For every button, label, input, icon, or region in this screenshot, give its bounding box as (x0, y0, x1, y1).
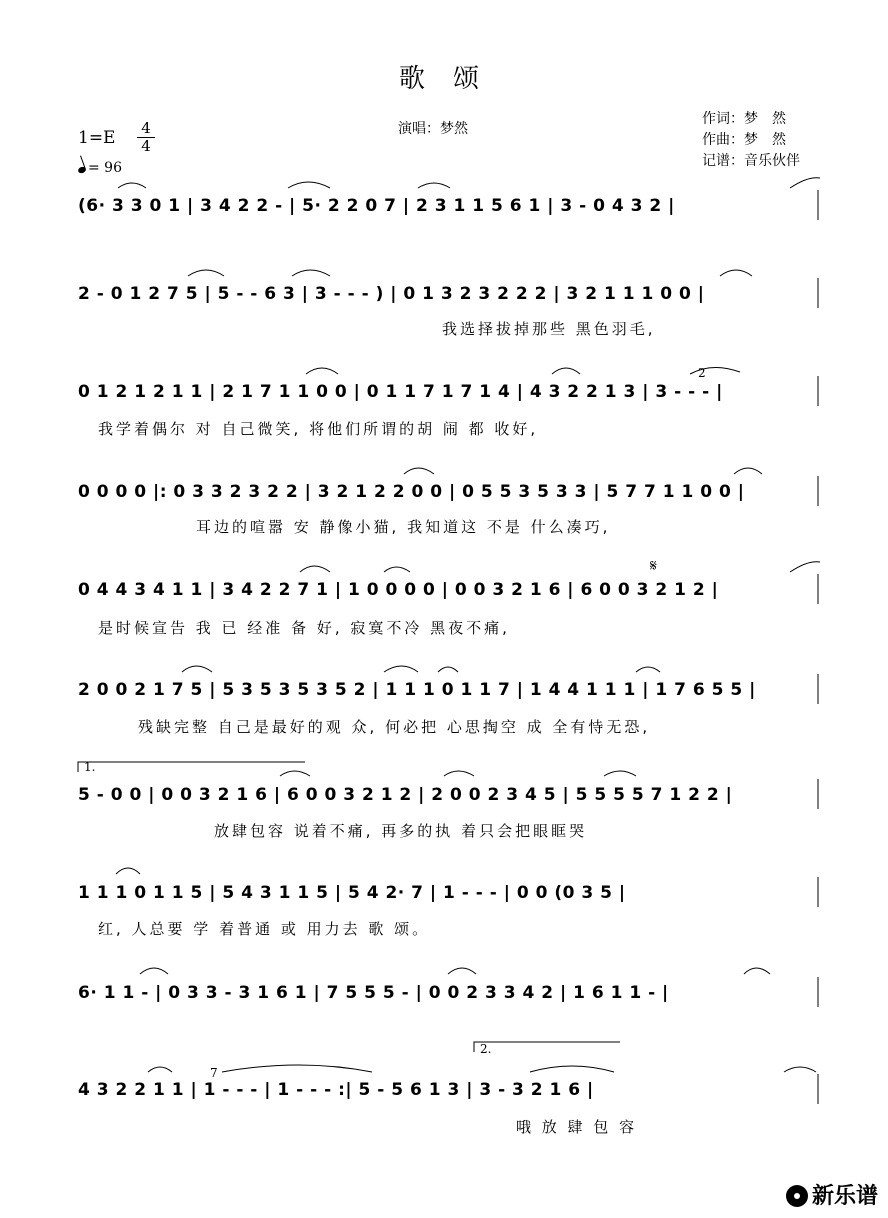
slur (384, 666, 418, 672)
slur (744, 968, 770, 974)
slur (140, 968, 168, 974)
singer-credit: 演唱：梦然 (398, 121, 468, 137)
system-1-notes: (6· 3 3 0 1 | 3 4 2 2 - | 5· 2 2 0 7 | 2 3 1 1 5 6 1 | 3 - 0 4 3 2 | (78, 196, 675, 216)
ending-1-label: 1. (84, 760, 96, 774)
tempo-value: = 96 (88, 160, 122, 176)
system-5-lyrics: 是时候宣告 我 已 经准 备 好, 寂寞不冷 黑夜不痛, (98, 619, 510, 637)
slur (438, 667, 458, 672)
slur (182, 666, 212, 672)
key-signature: 1=E (78, 128, 116, 148)
slur (384, 567, 410, 572)
slur (734, 468, 762, 474)
system-9-notes: 6· 1 1 - | 0 3 3 - 3 1 6 1 | 7 5 5 5 - | 0 0 2 3 3 4 2 | 1 6 1 1 - | (78, 983, 669, 1003)
slur (288, 182, 330, 188)
lyricist-credit: 作词：梦 然 (702, 111, 786, 127)
transcriber-credit: 记谱：音乐伙伴 (702, 153, 800, 169)
slur (222, 1065, 372, 1072)
system-3-lyrics: 我学着偶尔 对 自己微笑, 将他们所谓的胡 闹 都 收好, (98, 420, 539, 438)
slur (444, 771, 474, 776)
slur (404, 468, 434, 474)
song-title: 歌 颂 (398, 64, 490, 94)
slur (118, 183, 146, 188)
slur (790, 562, 820, 572)
meter-top: 4 (137, 120, 155, 138)
composer-credit: 作曲：梦 然 (702, 132, 786, 148)
meter-bottom: 4 (141, 137, 151, 155)
slur (306, 368, 338, 374)
slur (292, 270, 330, 276)
slur (280, 771, 310, 776)
slur (604, 771, 636, 776)
segno-icon: 𝄋 (650, 556, 657, 575)
system-6-lyrics: 残缺完整 自己是最好的观 众, 何必把 心思掏空 成 全有恃无恐, (138, 718, 651, 736)
system-6-notes: 2 0 0 2 1 7 5 | 5 3 5 3 5 3 5 2 | 1 1 1 0 1 1 7 | 1 4 4 1 1 1 | 1 7 6 5 5 | (78, 680, 756, 700)
slur (116, 868, 140, 874)
system-7-lyrics: 放肆包容 说着不痛, 再多的执 着只会把眼眶哭 (214, 822, 588, 840)
slur (530, 1066, 614, 1072)
ending-2-label: 2. (480, 1042, 492, 1056)
system-4-notes: 0 0 0 0 |: 0 3 3 2 3 2 2 | 3 2 1 2 2 0 0 | 0 5 5 3 5 3 3 | 5 7 7 1 1 0 0 | (78, 482, 745, 502)
ending-1-bracket (78, 762, 305, 772)
slur (690, 367, 740, 374)
grace-note-2: 2 (698, 366, 706, 380)
slur (720, 270, 752, 276)
logo-text: 新乐谱 (811, 1184, 878, 1209)
system-3-notes: 0 1 2 1 2 1 1 | 2 1 7 1 1 0 0 | 0 1 1 7 1 7 1 4 | 4 3 2 2 1 3 | 3 - - - | (78, 382, 723, 402)
slur (448, 968, 476, 974)
system-2-lyrics: 我选择拔掉那些 黑色羽毛, (442, 320, 656, 338)
system-10-lyrics: 哦 放 肆 包 容 (516, 1118, 638, 1136)
system-8-lyrics: 红, 人总要 学 着普通 或 用力去 歌 颂。 (98, 920, 431, 938)
ending-2-bracket (474, 1042, 620, 1052)
system-5-notes: 0 4 4 3 4 1 1 | 3 4 2 2 7 1 | 1 0 0 0 0 | 0 0 3 2 1 6 | 6 0 0 3 2 1 2 | (78, 580, 719, 600)
slur (418, 183, 450, 188)
slur (148, 1067, 172, 1072)
site-logo (786, 1179, 878, 1210)
slur (552, 368, 580, 374)
slur (300, 566, 330, 572)
system-2-notes: 2 - 0 1 2 7 5 | 5 - - 6 3 | 3 - - - ) | 0 1 3 2 3 2 2 2 | 3 2 1 1 1 0 0 | (78, 284, 705, 304)
slur (188, 270, 224, 276)
system-7-notes: 5 - 0 0 | 0 0 3 2 1 6 | 6 0 0 3 2 1 2 | 2 0 0 2 3 4 5 | 5 5 5 5 7 1 2 2 | (78, 785, 733, 805)
system-10-notes: 4 3 2 2 1 1 | 1 - - - | 1 - - - :| 5 - 5 6 1 3 | 3 - 3 2 1 6 | (78, 1080, 594, 1100)
slur (636, 667, 660, 672)
slur (790, 178, 820, 188)
system-8-notes: 1 1 1 0 1 1 5 | 5 4 3 1 1 5 | 5 4 2· 7 | 1 - - - | 0 0 (0 3 5 | (78, 883, 626, 903)
system-4-lyrics: 耳边的喧嚣 安 静像小猫, 我知道这 不是 什么凑巧, (196, 518, 611, 536)
slur (784, 1067, 816, 1072)
record-disc-icon (786, 1185, 808, 1207)
grace-note: 7 (210, 1066, 218, 1080)
